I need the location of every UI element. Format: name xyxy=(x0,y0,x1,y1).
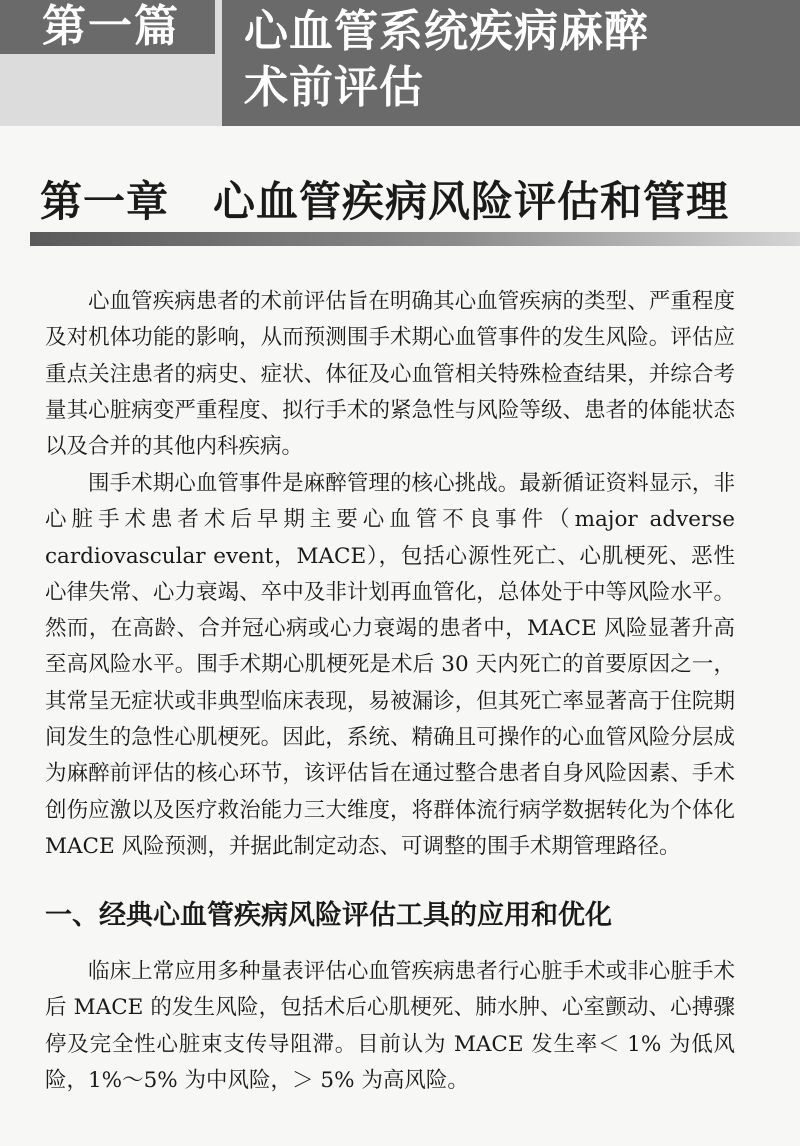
section-heading: 一、经典心血管疾病风险评估工具的应用和优化 xyxy=(45,900,612,931)
part-title xyxy=(222,0,800,126)
part-label: 第一篇 xyxy=(0,0,215,54)
part-header xyxy=(0,0,800,126)
section-paragraph: 临床上常应用多种量表评估心血管疾病患者行心脏手术或非心脏手术后 MACE 的发生风险，包括术后心肌梗死、肺水肿、心室颤动、心搏骤停及完全性心脏束支传导阻滞。目前认为 MACE 发生率＜ 1% 为低风险，1%～5% 为中风险，＞ 5% 为高风险。 xyxy=(45,959,735,1093)
chapter-number: 第一章 xyxy=(40,177,170,226)
chapter-name: 心血管疾病风险评估和管理 xyxy=(213,177,730,226)
chapter-title xyxy=(40,174,729,230)
part-title-line-2: 术前评估 xyxy=(244,62,424,113)
body-paragraph-1: 心血管疾病患者的术前评估旨在明确其心血管疾病的类型、严重程度及对机体功能的影响，从而预测围手术期心血管事件的发生风险。评估应重点关注患者的病史、症状、体征及心血管相关特殊检查结果，并综合考量其心脏病变严重程度、拟行手术的紧急性与风险等级、患者的体能状态以及合并的其他内科疾病。 xyxy=(45,289,735,460)
chapter-divider xyxy=(30,232,800,246)
body-paragraph-2: 围手术期心血管事件是麻醉管理的核心挑战。最新循证资料显示，非心脏手术患者术后早期主要心血管不良事件（major adverse cardiovascular event，MACE），包括心源性死亡、心肌梗死、恶性心律失常、心力衰竭、卒中及非计划再血管化，总体处于中等风险水平。然而，在高龄、合并冠心病或心力衰竭的患者中，MACE 风险显著升高至高风险水平。围手术期心肌梗死是术后 30 天内死亡的首要原因之一，其常呈无症状或非典型临床表现，易被漏诊，但其死亡率显著高于住院期间发生的急性心肌梗死。因此，系统、精确且可操作的心血管风险分层成为麻醉前评估的核心环节，该评估旨在通过整合患者自身风险因素、手术创伤应激以及医疗救治能力三大维度，将群体流行病学数据转化为个体化 MACE 风险预测，并据此制定动态、可调整的围手术期管理路径。 xyxy=(45,471,735,859)
part-title-line-1: 心血管系统疾病麻醉 xyxy=(244,6,649,57)
